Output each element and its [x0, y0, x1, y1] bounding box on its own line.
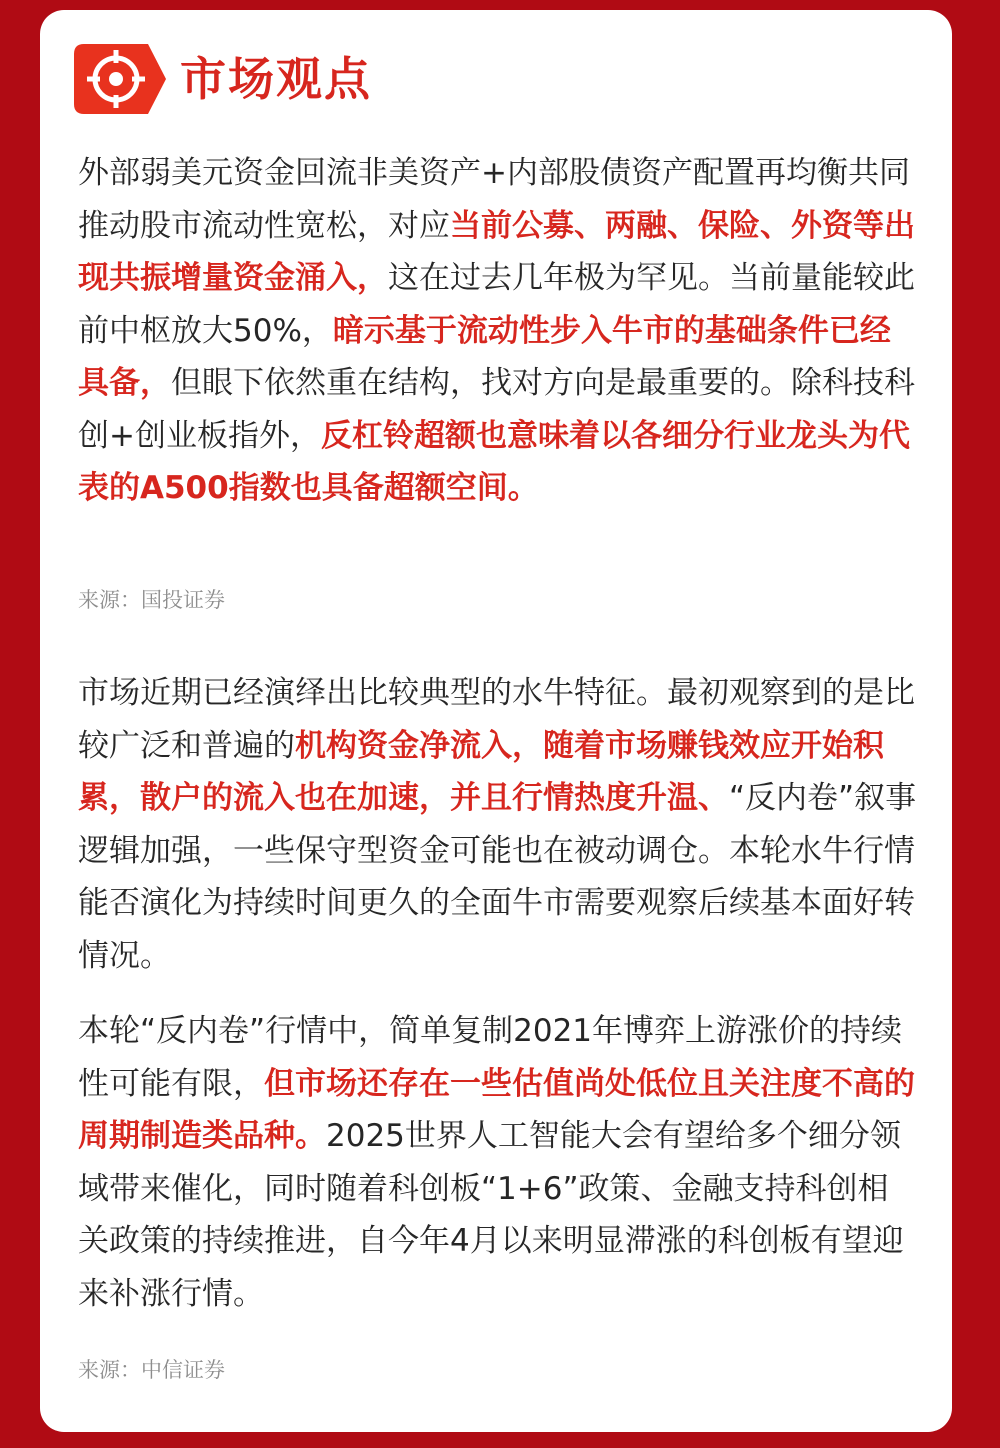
source-label: 来源：国投证券: [78, 588, 225, 612]
highlight-run: 机构资金净流入，随着市场赚钱效应开始积累，散户的流入也在加速，并且行情热度升温、: [78, 727, 884, 816]
text-run: 外部弱美元资金回流非美资产+内部股债资产配置再均衡共同推动股市流动性宽松，对应: [78, 155, 910, 244]
text-run: 本轮“反内卷”行情中，简单复制2021年博弈上游涨价的持续性可能有限，: [78, 1013, 903, 1102]
page-title: 市场观点: [180, 52, 372, 106]
paragraph: [78, 1005, 918, 1320]
paragraph: [78, 667, 918, 982]
highlight-run: 暗示基于流动性步入牛市的基础条件已经具备，: [78, 312, 891, 401]
viewpoint-section-1: [78, 147, 918, 515]
target-crosshair-icon: [74, 44, 166, 114]
text-run: 2025世界人工智能大会有望给多个细分领域带来催化，同时随着科创板“1+6”政策、金融支持科创相关政策的持续推进，自今年4月以来明显滞涨的科创板有望迎来补涨行情。: [78, 1118, 904, 1312]
highlight-run: 当前公募、两融、保险、外资等出现共振增量资金涌入，: [78, 207, 915, 296]
highlight-run: 但市场还存在一些估值尚处低位且关注度不高的周期制造类品种。: [78, 1065, 915, 1154]
text-run: 市场近期已经演绎出比较典型的水牛特征。最初观察到的是比较广泛和普遍的: [78, 675, 915, 764]
highlight-run: 反杠铃超额也意味着以各细分行业龙头为代表的A500指数也具备超额空间。: [78, 417, 910, 506]
source-label: 来源：中信证券: [78, 1358, 225, 1382]
viewpoint-section-3: [78, 1005, 918, 1320]
paragraph: [78, 147, 918, 515]
section-header: [74, 44, 372, 114]
text-run: 这在过去几年极为罕见。当前量能较此前中枢放大50%，: [78, 260, 915, 349]
text-run: 但眼下依然重在结构，找对方向是最重要的。除科技科创+创业板指外，: [78, 365, 915, 454]
viewpoint-section-2: [78, 667, 918, 982]
content-card: [40, 10, 952, 1432]
text-run: “反内卷”叙事逻辑加强，一些保守型资金可能也在被动调仓。本轮水牛行情能否演化为持续时间更久的全面牛市需要观察后续基本面好转情况。: [78, 780, 917, 974]
